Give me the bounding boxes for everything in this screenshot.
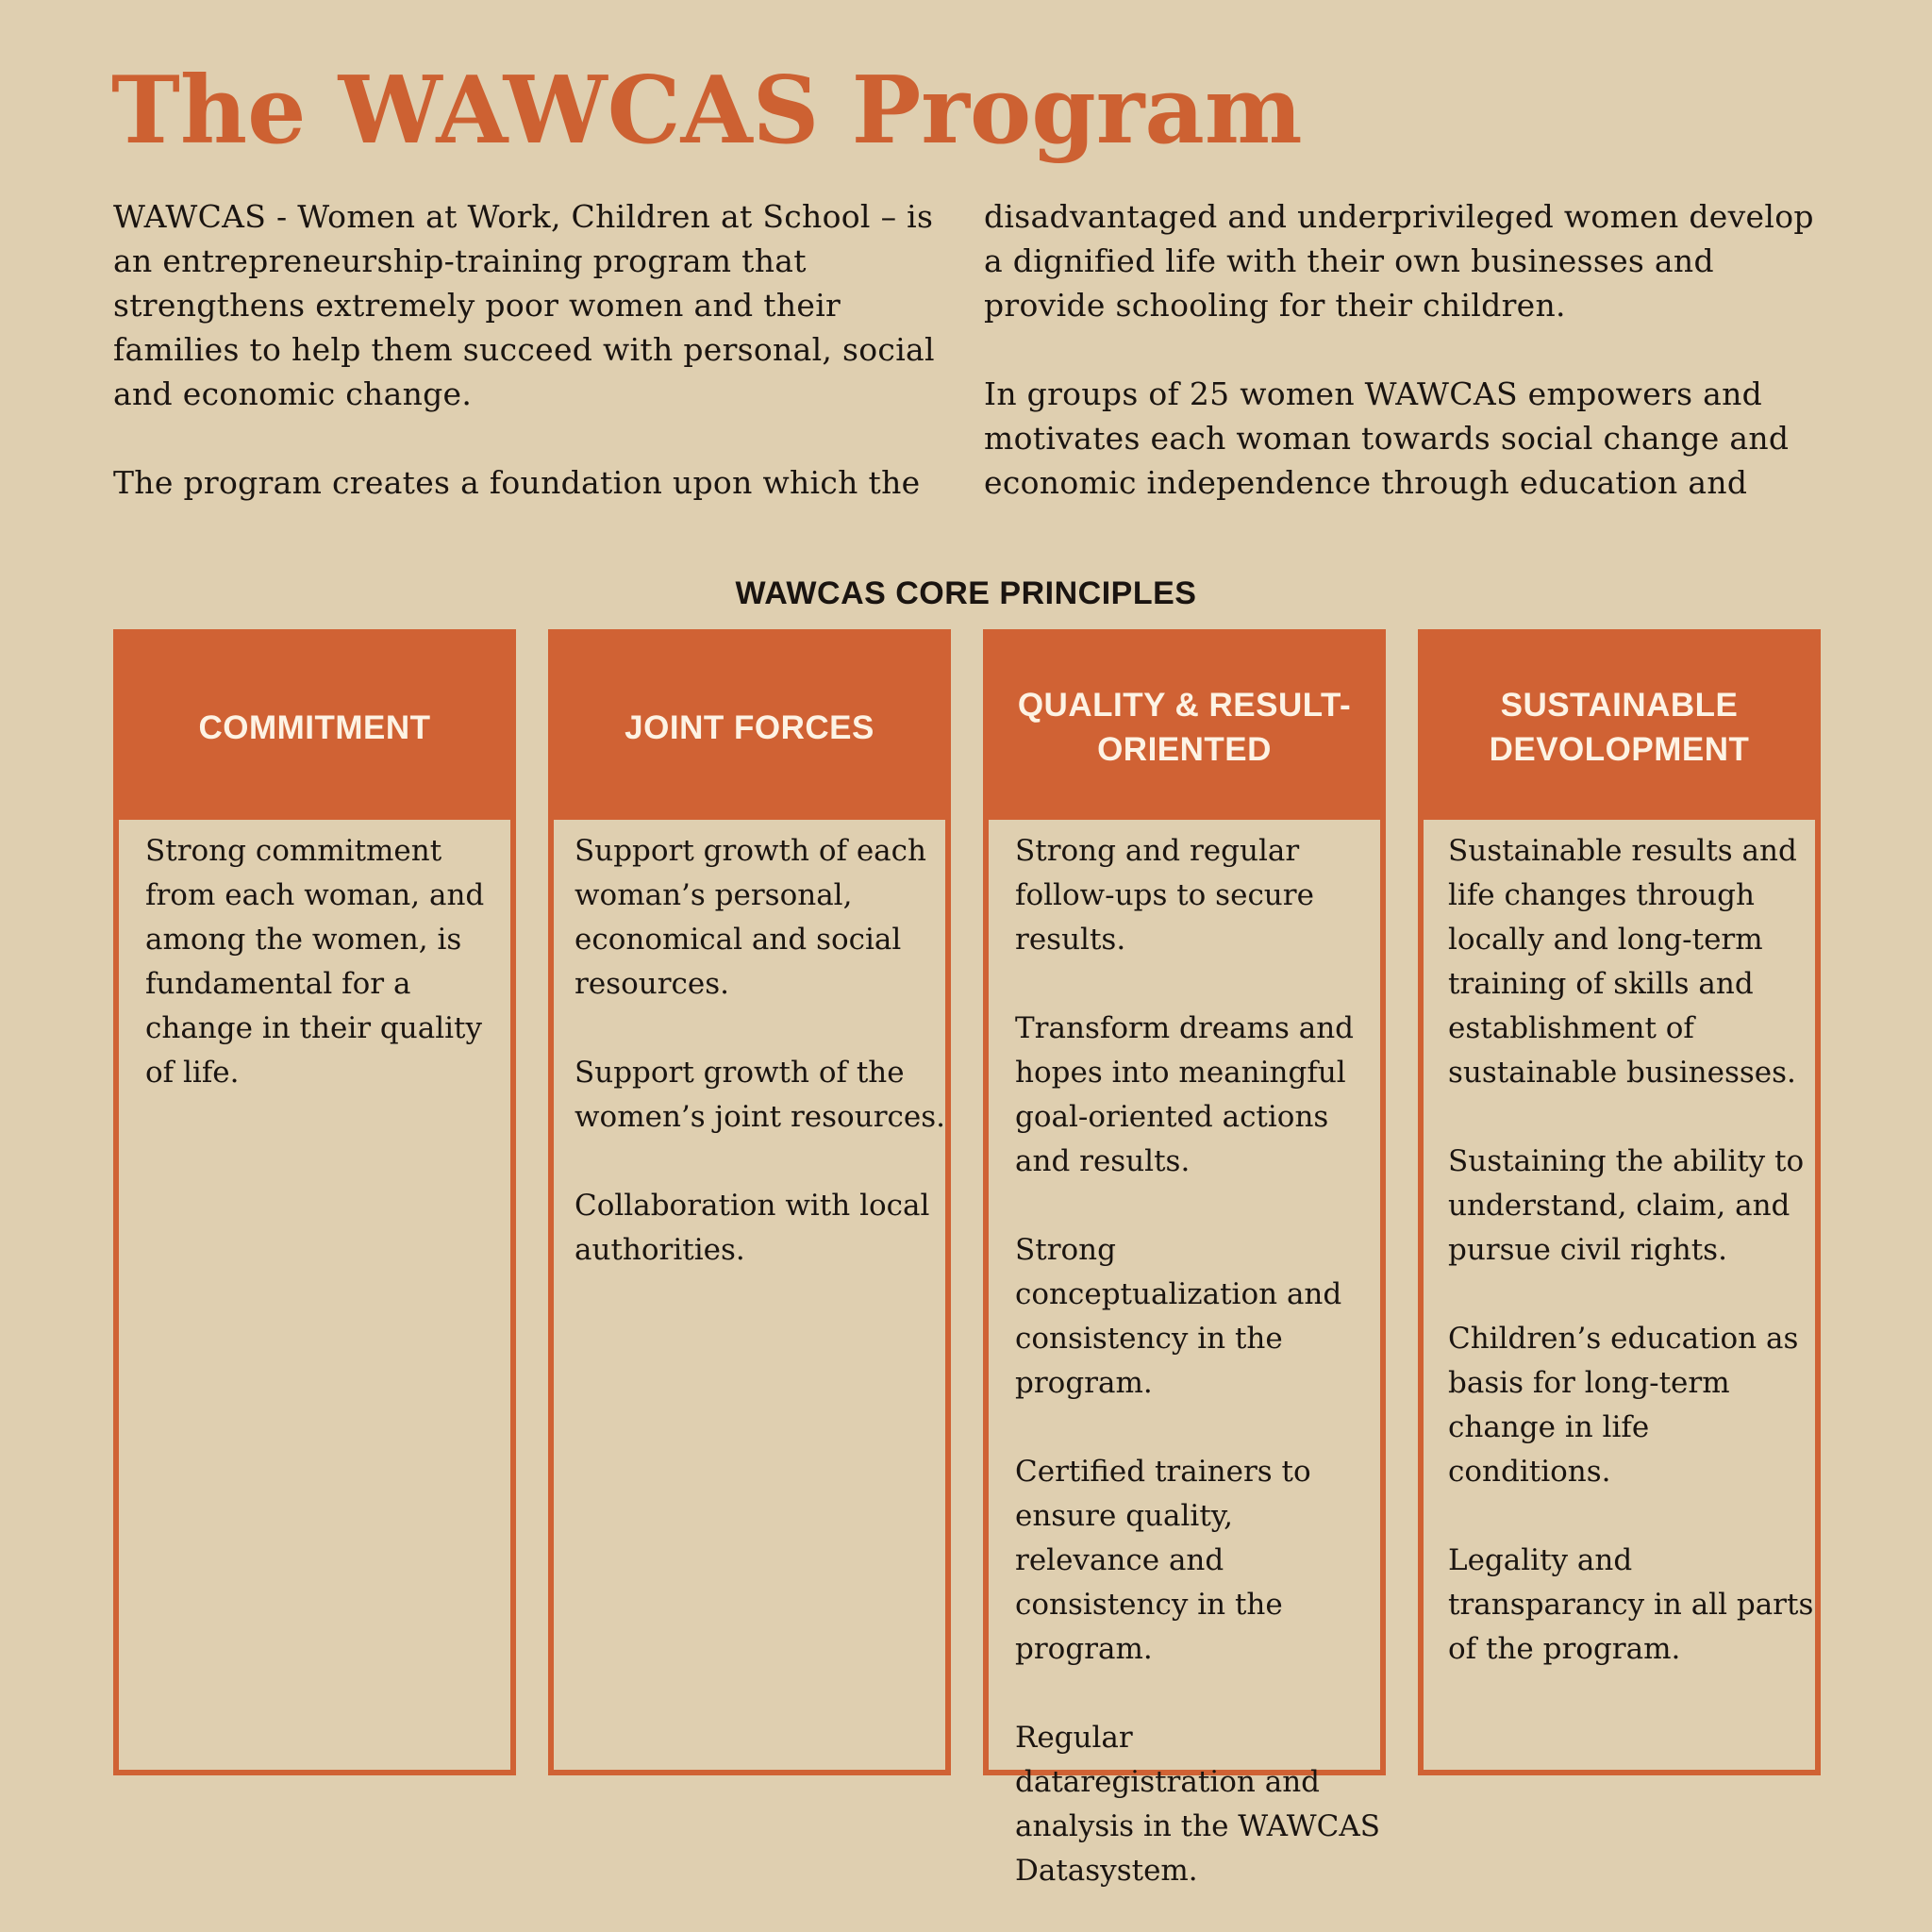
intro-paragraph: In groups of 25 women WAWCAS empowers and motivates each woman towards social change and economic independence through education and xyxy=(984,375,1790,501)
principle-paragraph: Strong and regular follow-ups to secure results. xyxy=(1015,834,1314,957)
principle-card-joint-forces xyxy=(548,629,951,1775)
principle-card-title: COMMITMENT xyxy=(119,635,510,820)
principle-paragraph: Certified trainers to ensure quality, relevance and consistency in the program. xyxy=(1015,1455,1311,1666)
principle-card-body xyxy=(1424,820,1815,1672)
principle-card-sustainable xyxy=(1418,629,1821,1775)
principle-paragraph: Regular dataregistration and analysis in the WAWCAS Datasystem. xyxy=(1015,1721,1380,1888)
intro-paragraph: disadvantaged and underprivileged women develop a dignified life with their own businesses and provide schooling for their children. xyxy=(984,198,1814,324)
principle-paragraph: Strong conceptualization and consistency in the program. xyxy=(1015,1233,1342,1400)
principle-paragraph: Transform dreams and hopes into meaningful goal-oriented actions and results. xyxy=(1015,1011,1354,1178)
principle-paragraph: Sustainable results and life changes through locally and long-term training of skills and establishment of sustainable businesses. xyxy=(1448,834,1797,1090)
principles-heading: WAWCAS CORE PRINCIPLES xyxy=(735,575,1197,611)
principle-card-title: QUALITY & RESULT-ORIENTED xyxy=(989,635,1380,820)
intro-paragraph: The program creates a foundation upon which the xyxy=(113,464,921,501)
principle-card-commitment xyxy=(113,629,516,1775)
principle-card-title: JOINT FORCES xyxy=(554,635,945,820)
principle-card-title: SUSTAINABLE DEVOLOPMENT xyxy=(1424,635,1815,820)
principle-card-body xyxy=(989,820,1380,1893)
intro-column-left xyxy=(113,194,943,549)
principle-card-body xyxy=(554,820,945,1273)
principle-paragraph: Legality and transparancy in all parts of the program. xyxy=(1448,1543,1814,1666)
intro-paragraph: WAWCAS - Women at Work, Children at School – is an entrepreneurship-training program that strengthens extremely poor women and their families to help them succeed with personal, social and economic change. xyxy=(113,198,935,412)
principle-paragraph: Strong commitment from each woman, and among the women, is fundamental for a change in their quality of life. xyxy=(145,834,485,1090)
principle-paragraph: Sustaining the ability to understand, claim, and pursue civil rights. xyxy=(1448,1144,1805,1267)
principle-paragraph: Support growth of each woman’s personal, economical and social resources. xyxy=(575,834,926,1001)
principle-card-quality xyxy=(983,629,1386,1888)
principle-paragraph: Children’s education as basis for long-term change in life conditions. xyxy=(1448,1322,1799,1489)
principle-paragraph: Support growth of the women’s joint resources. xyxy=(575,1056,945,1134)
intro-column-right xyxy=(984,194,1833,549)
principle-card-body xyxy=(119,820,510,1095)
principle-paragraph: Collaboration with local authorities. xyxy=(575,1189,930,1267)
page-title: The WAWCAS Program xyxy=(111,57,1303,165)
